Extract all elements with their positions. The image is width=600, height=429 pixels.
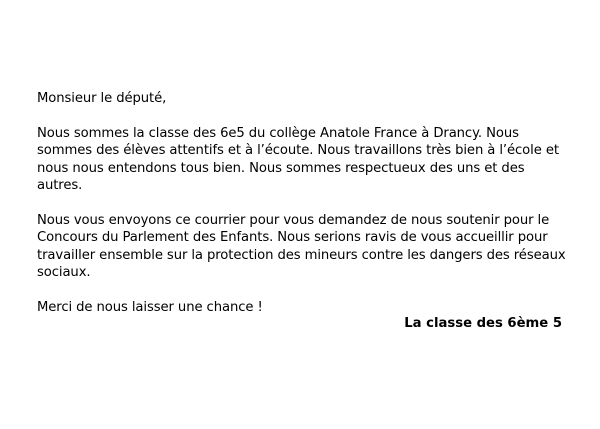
signature: La classe des 6ème 5: [404, 316, 562, 331]
paragraph-closing: Merci de nous laisser une chance !: [37, 299, 263, 315]
letter-body: [37, 90, 573, 334]
salutation: Monsieur le député,: [37, 91, 167, 106]
paragraph-introduction: Nous sommes la classe des 6e5 du collège Anatole France à Drancy. Nous sommes des élèves attentifs et à l’écoute. Nous travaillons très bien à l’école et nous nous entendons tous bien. Nous sommes respectueux des uns et des autres.: [37, 125, 559, 194]
paragraph-request: Nous vous envoyons ce courrier pour vous demandez de nous soutenir pour le Concours du Parlement des Enfants. Nous serions ravis de vous accueillir pour travailler ensemble sur la protection des mineurs contre les dangers des réseaux sociaux.: [37, 212, 566, 281]
